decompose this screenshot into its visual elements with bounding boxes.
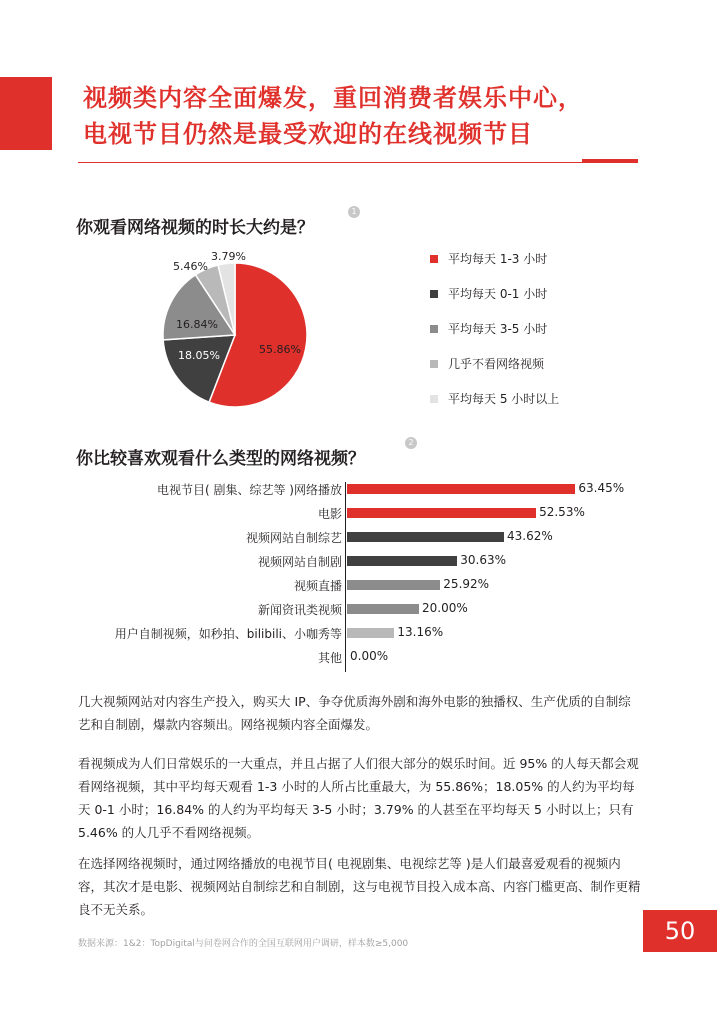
bar-category-label-6: 新闻资讯类视频 [257,603,342,617]
legend-item-3 [430,320,547,336]
bar-value-label-8: 0.00% [350,649,389,663]
bar-value-label-4: 30.63% [460,553,507,567]
bar-3 [347,532,504,542]
bar-value-label-1: 63.45% [578,481,625,495]
legend-swatch-4 [430,360,438,368]
pie-value-label-3: 16.84% [176,318,218,331]
pie-chart [150,250,320,420]
legend-swatch-1 [430,255,438,263]
bar-2 [347,508,536,518]
section1-badge: 1 [348,206,360,218]
legend-item-4 [430,355,544,371]
bar-category-label-7: 用户自制视频，如秒拍、bilibili、小咖秀等 [114,627,342,641]
bar-value-label-5: 25.92% [443,577,490,591]
bar-1 [347,484,575,494]
bar-category-label-8: 其他 [317,651,342,665]
pie-value-label-4: 5.46% [173,260,208,273]
legend-swatch-5 [430,395,438,403]
legend-item-2 [430,285,547,301]
legend-label-4: 几乎不看网络视频 [448,357,545,371]
pie-value-label-2: 18.05% [178,349,220,362]
legend-item-5 [430,390,559,406]
paragraph-2: 看视频成为人们日常娱乐的一大重点，并且占据了人们很大部分的娱乐时间。近 95% 的人每天都会观看网络视频，其中平均每天观看 1-3 小时的人所占比重最大，为 55.86%；18.05% 的人约为平均每天 0-1 小时；16.84% 的人约为平均每天 3-5 小时；3.79% 的人甚至在平均每天 5 小时以上；只有 5.46% 的人几乎不看网络视频。 [78,756,639,840]
bar-7 [347,628,394,638]
bar-chart-axis [345,482,346,672]
bar-category-label-1: 电视节目( 剧集、综艺等 )网络播放 [157,483,342,497]
legend-swatch-3 [430,325,438,333]
bar-4 [347,556,457,566]
legend-label-3: 平均每天 3-5 小时 [448,322,548,336]
title-divider-accent [582,159,638,163]
legend-swatch-2 [430,290,438,298]
section1-title [76,213,314,238]
bar-category-label-5: 视频直播 [293,579,342,593]
bar-category-label-2: 电影 [317,507,342,521]
paragraph-1: 几大视频网站对内容生产投入，购买大 IP、争夺优质海外剧和海外电影的独播权、生产优质的自制综艺和自制剧，爆款内容频出。网络视频内容全面爆发。 [78,694,631,732]
legend-item-1 [430,250,547,266]
data-source-note: 数据来源：1&2：TopDigital与问卷网合作的全国互联网用户调研，样本数≥5,000 [78,939,409,949]
bar-5 [347,580,440,590]
page-title-line-2: 电视节目仍然是最受欢迎的在线视频节目 [83,120,533,148]
section2-title [76,444,365,469]
pie-value-label-1: 55.86% [259,343,301,356]
pie-value-label-5: 3.79% [211,250,246,263]
bar-category-label-3: 视频网站自制综艺 [245,531,342,545]
bar-category-label-4: 视频网站自制剧 [257,555,342,569]
section2-badge: 2 [405,437,417,449]
title-divider [78,162,638,163]
legend-label-2: 平均每天 0-1 小时 [448,287,548,301]
legend-label-5: 平均每天 5 小时以上 [448,392,560,406]
page-title-line-1: 视频类内容全面爆发，重回消费者娱乐中心， [83,84,583,112]
section2-title-text: 你比较喜欢观看什么类型的网络视频？ [76,449,365,469]
legend-label-1: 平均每天 1-3 小时 [448,252,548,266]
bar-value-label-6: 20.00% [422,601,468,615]
bar-value-label-3: 43.62% [507,529,553,543]
bar-6 [347,604,419,614]
header-red-block [0,77,52,150]
paragraph-3: 在选择网络视频时，通过网络播放的电视节目( 电视剧集、电视综艺等 )是人们最喜爱观看的视频内容，其次才是电影、视频网站自制综艺和自制剧，这与电视节目投入成本高、内容门槛更高、制作更精良不无关系。 [78,856,641,917]
page-number: 50 [664,917,696,945]
bar-value-label-7: 13.16% [397,625,444,639]
section1-title-text: 你观看网络视频的时长大约是？ [76,218,314,238]
bar-value-label-2: 52.53% [539,505,585,519]
